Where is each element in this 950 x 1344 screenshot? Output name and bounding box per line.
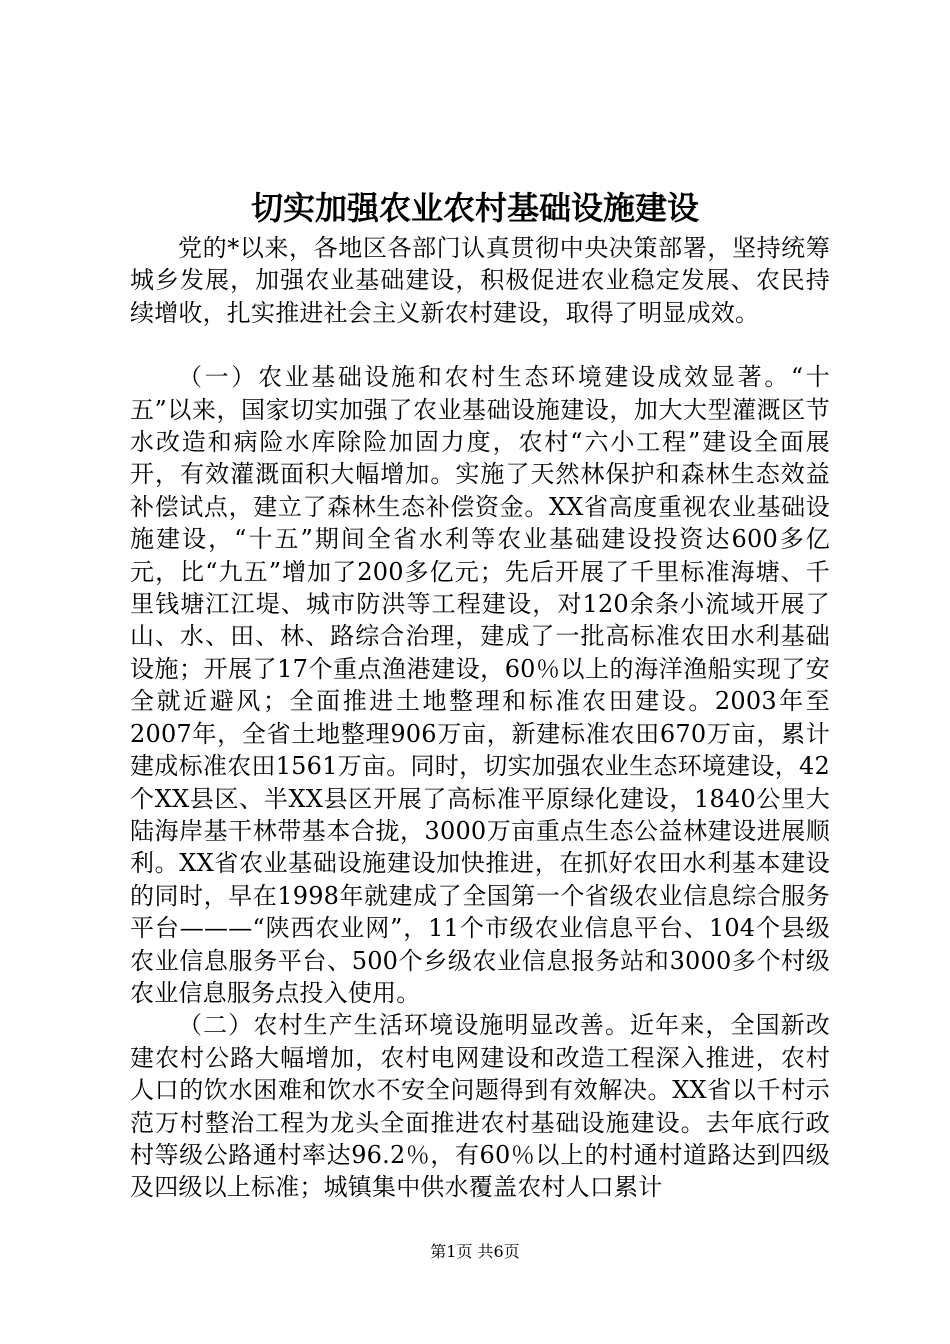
section-one-paragraph: （一）农业基础设施和农村生态环境建设成效显著。“十五”以来，国家切实加强了农业基础设施建设，加大大型灌溉区节水改造和病险水库除险加固力度，农村“六小工程”建设全面展开，有效灌溉面积大幅增加。实施了天然林保护和森林生态效益补偿试点，建立了森林生态补偿资金。XX省高度重视农业基础设施建设，“十五”期间全省水利等农业基础建设投资达600多亿元，比“九五”增加了200多亿元；先后开展了千里标准海塘、千里钱塘江江堤、城市防洪等工程建设，对120余条小流域开展了山、水、田、林、路综合治理，建成了一批高标准农田水利基础设施；开展了17个重点渔港建设，60％以上的海洋渔船实现了安全就近避风；全面推进土地整理和标准农田建设。2003年至2007年，全省土地整理906万亩，新建标准农田670万亩，累计建成标准农田1561万亩。同时，切实加强农业生态环境建设，42个XX县区、半XX县区开展了高标准平原绿化建设，1840公里大陆海岸基干林带基本合拢，3000万亩重点生态公益林建设进展顺利。XX省农业基础设施建设加快推进，在抓好农田水利基本建设的同时，早在1998年就建成了全国第一个省级农业信息综合服务平台———“陕西农业网”，11个市级农业信息平台、104个县级农业信息服务平台、500个乡级农业信息报务站和3000多个村级农业信息服务点投入使用。 [130, 363, 830, 1007]
document-title: 切实加强农业农村基础设施建设 [250, 189, 699, 227]
intro-paragraph: 党的*以来，各地区各部门认真贯彻中央决策部署，坚持统筹城乡发展，加强农业基础建设，积极促进农业稳定发展、农民持续增收，扎实推进社会主义新农村建设，取得了明显成效。 [130, 234, 830, 327]
page-footer: 第1页 共6页 [430, 1242, 520, 1261]
section-two-paragraph: （二）农村生产生活环境设施明显改善。近年来，全国新改建农村公路大幅增加，农村电网建设和改造工程深入推进，农村人口的饮水困难和饮水不安全问题得到有效解决。XX省以千村示范万村整治工程为龙头全面推进农村基础设施建设。去年底行政村等级公路通村率达96.2％，有60％以上的村通村道路达到四级及四级以上标准；城镇集中供水覆盖农村人口累计 [130, 1011, 830, 1202]
document-body [130, 232, 830, 1204]
